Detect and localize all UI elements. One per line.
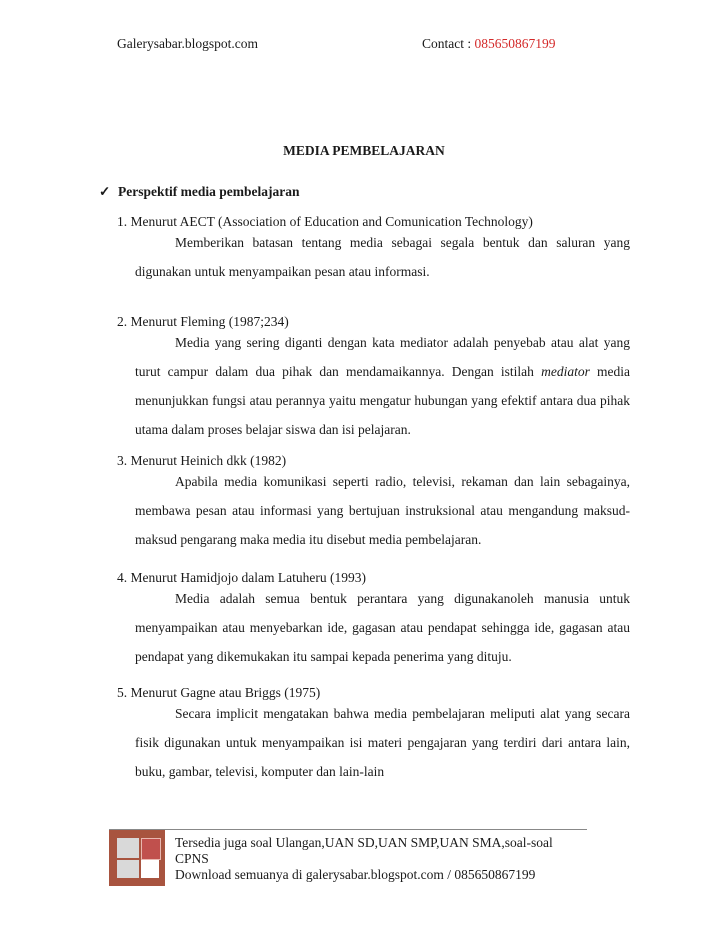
page-header: [117, 36, 617, 56]
list-item: [117, 312, 630, 444]
list-item: [117, 683, 630, 786]
item-heading: 1. Menurut AECT (Association of Education and Comunication Technology): [117, 214, 533, 229]
logo-square: [117, 860, 139, 878]
page-title: MEDIA PEMBELAJARAN: [283, 143, 445, 158]
item-body-emphasis: mediator: [541, 364, 590, 379]
logo-square: [117, 838, 139, 858]
footer-divider: [109, 829, 587, 830]
item-body-part: Media yang sering diganti dengan kata mediator adalah penyebab atau alat yang turut campur dalam dua pihak dan mendamaikannya. Dengan istilah: [135, 335, 630, 379]
header-site: Galerysabar.blogspot.com: [117, 36, 258, 51]
logo-square: [141, 860, 159, 878]
list-item: [117, 568, 630, 671]
item-body: Memberikan batasan tentang media sebagai segala bentuk dan saluran yang digunakan untuk menyampaikan pesan atau informasi.: [135, 235, 630, 279]
item-heading: 4. Menurut Hamidjojo dalam Latuheru (1993): [117, 570, 366, 585]
item-heading: 3. Menurut Heinich dkk (1982): [117, 453, 287, 468]
footer-line: Tersedia juga soal Ulangan,UAN SD,UAN SMP,UAN SMA,soal-soal: [175, 835, 553, 850]
footer-line: Download semuanya di galerysabar.blogspot.com / 085650867199: [175, 867, 536, 882]
item-body: [135, 328, 630, 444]
list-item: [117, 212, 630, 286]
contact-label: Contact :: [422, 36, 475, 51]
contact-phone: 085650867199: [474, 36, 556, 51]
logo-square: [141, 838, 161, 860]
item-body: Apabila media komunikasi seperti radio, televisi, rekaman dan lain sebagainya, membawa pesan atau informasi yang bertujuan instruksional atau mengandung maksud-maksud pengarang maka media itu disebut media pembelajaran.: [135, 474, 630, 547]
section-heading-text: Perspektif media pembelajaran: [118, 184, 300, 199]
item-heading: 2. Menurut Fleming (1987;234): [117, 314, 289, 329]
list-item: [117, 451, 630, 554]
item-body: Secara implicit mengatakan bahwa media pembelajaran meliputi alat yang secara fisik digunakan untuk menyampaikan isi materi pengajaran yang terdiri dari antara lain, buku, gambar, televisi, komputer dan lain-lain: [135, 706, 630, 779]
footer-text: [175, 835, 595, 883]
item-heading: 5. Menurut Gagne atau Briggs (1975): [117, 685, 321, 700]
section-heading: [99, 184, 299, 200]
item-body-part: media menunjukkan fungsi atau perannya yaitu mengatur hubungan yang efektif antara dua pihak utama dalam proses belajar siswa dan isi pelajaran.: [135, 364, 630, 437]
check-icon: ✓: [99, 184, 111, 199]
header-contact: [422, 36, 556, 52]
footer-line: CPNS: [175, 851, 209, 866]
item-body: Media adalah semua bentuk perantara yang digunakanoleh manusia untuk menyampaikan atau menyebarkan ide, gagasan atau pendapat sehingga ide, gagasan atau pendapat yang dikemukakan itu sampai kepada penerima yang dituju.: [135, 591, 630, 664]
footer-logo: [109, 830, 165, 886]
